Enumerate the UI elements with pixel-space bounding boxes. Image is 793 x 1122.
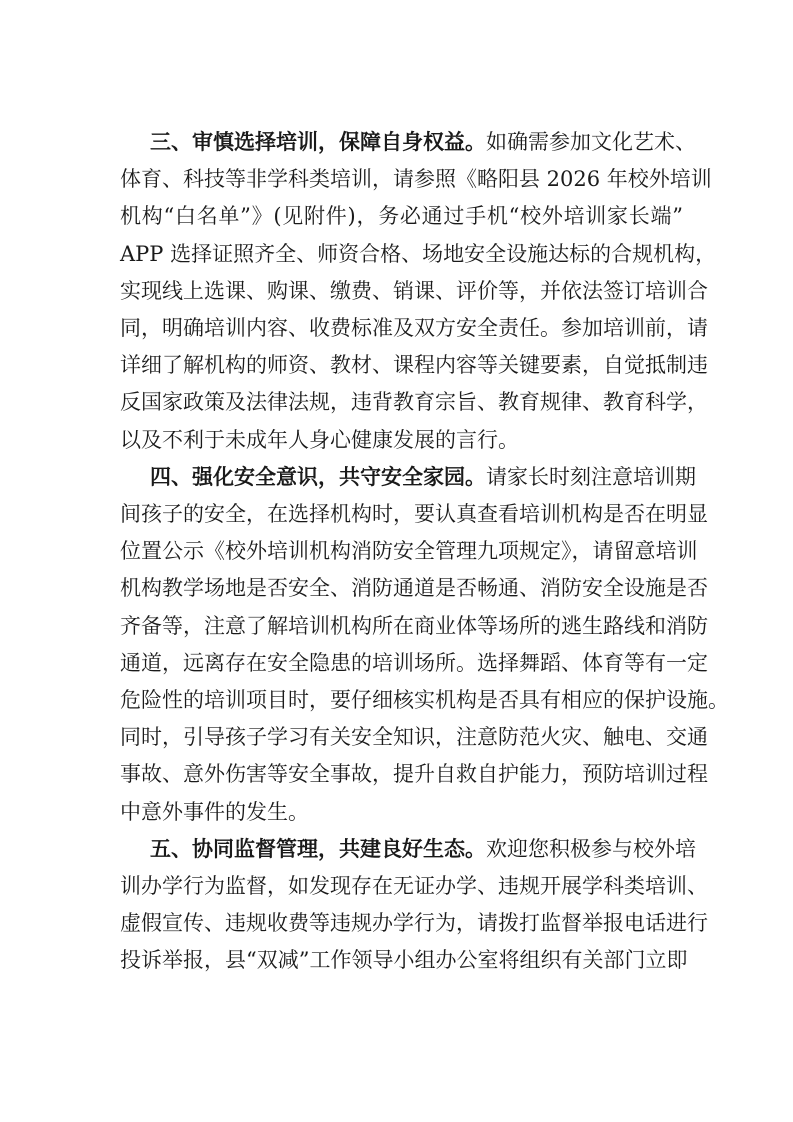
paragraph-line: 训办学行为监督，如发现存在无证办学、违规开展学科类培训、 [120,874,708,898]
paragraph-text: 欢迎您积极参与校外培 [486,836,696,861]
paragraph-line: APP 选择证照齐全、师资合格、场地安全设施达标的合规机构， [120,241,717,266]
paragraph-line: 虚假宣传、违规收费等违规办学行为，请拨打监督举报电话进行 [120,911,708,936]
paragraph-line: 间孩子的安全，在选择机构时，要认真查看培训机构是否在明显 [120,502,708,526]
paragraph-line: 危险性的培训项目时，要仔细核实机构是否具有相应的保护设施。 [120,688,729,712]
paragraph-line: 实现线上选课、购课、缴费、销课、评价等，并依法签订培训合 [120,278,708,303]
paragraph-line: 投诉举报，县“双减”工作领导小组办公室将组织有关部门立即 [120,948,688,973]
paragraph-line: 位置公示《校外培训机构消防安全管理九项规定》，请留意培训 [120,539,698,564]
paragraph-first-line [150,834,696,864]
paragraph-text: 请家长时刻注意培训期 [486,464,696,489]
paragraph-first-line [150,462,696,492]
paragraph-line: 机构“白名单”》(见附件)，务必通过手机“校外培训家长端” [120,204,683,229]
paragraph-text: 如确需参加文化艺术、 [486,130,696,154]
paragraph-line: 通道，远离存在安全隐患的培训场所。选择舞蹈、体育等有一定 [120,650,708,675]
section-heading: 三、审慎选择培训，保障自身权益。 [150,130,486,154]
paragraph-first-line [150,127,696,157]
paragraph-line: 详细了解机构的师资、教材、课程内容等关键要素，自觉抵制违 [120,353,708,378]
paragraph-line: 中意外事件的发生。 [120,799,309,824]
paragraph-line: 齐备等，注意了解培训机构所在商业体等场所的逃生路线和消防 [120,613,708,638]
paragraph-line: 体育、科技等非学科类培训，请参照《略阳县 2026 年校外培训 [120,167,712,192]
paragraph-line: 机构教学场地是否安全、消防通道是否畅通、消防安全设施是否 [120,576,708,601]
section-heading: 五、协同监督管理，共建良好生态。 [150,836,486,861]
paragraph-line: 以及不利于未成年人身心健康发展的言行。 [120,427,519,452]
paragraph-line: 事故、意外伤害等安全事故，提升自救自护能力，预防培训过程 [120,762,708,787]
section-heading: 四、强化安全意识，共守安全家园。 [150,464,486,489]
paragraph-line: 同时，引导孩子学习有关安全知识，注意防范火灾、触电、交通 [120,725,708,750]
paragraph-line: 反国家政策及法律法规，违背教育宗旨、教育规律、教育科学， [120,390,708,415]
paragraph-line: 同，明确培训内容、收费标准及双方安全责任。参加培训前，请 [120,316,708,340]
